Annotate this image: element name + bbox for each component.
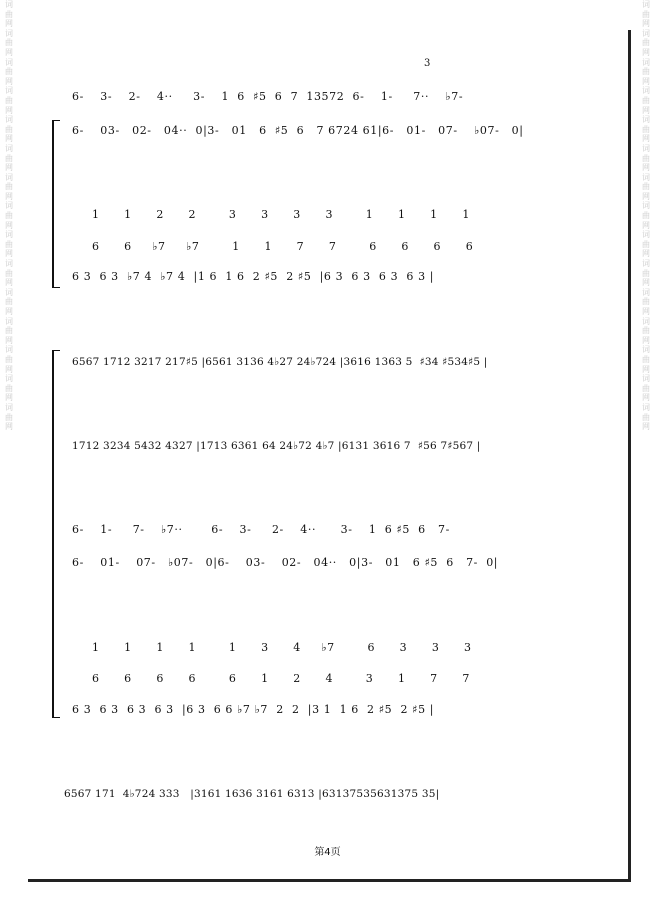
bass-line: 6 3 6 3 ♭7 4 ♭7 4 |1 6 1 6 2 ♯5 2 ♯5 |6 3 6 3 6 3 6 3 | (72, 270, 435, 283)
system-bracket (52, 350, 60, 718)
tuplet-mark: 3 (424, 58, 431, 69)
page-number: 第4页 (314, 847, 341, 858)
score-line-upper-2: 6- 03- 02- 04·· 0|3- 01 6 ♯5 6 7 6724 61|6- 01- 07- ♭07- 0| (72, 124, 524, 137)
bass-line: 6 3 6 3 6 3 6 3 |6 3 6 6 ♭7 ♭7 2 2 |3 1 1 6 2 ♯5 2 ♯5 | (72, 703, 435, 716)
score-line-upper: 6- 3- 2- 4·· 3- 1 6 ♯5 6 7 13572 6- 1- 7·· ♭7- (72, 90, 464, 103)
melody-line-1: 6567 1712 3217 217♯5 |6561 3136 4♭27 24♭724 |3616 1363 5 ♯34 ♯534♯5 | (72, 356, 488, 368)
watermark-column-right: 词曲网词曲网词曲网词曲网词曲网词曲网词曲网词曲网词曲网词曲网词曲网词曲网词曲网词曲网词曲网 (642, 0, 650, 432)
score-line-upper: 6- 1- 7- ♭7·· 6- 3- 2- 4·· 3- 1 6 ♯5 6 7- (72, 523, 450, 536)
chord-line-top: 1 1 2 2 3 3 3 3 1 1 1 1 (92, 208, 470, 221)
chord-line-top: 1 1 1 1 1 3 4 ♭7 6 3 3 3 (92, 641, 472, 654)
chord-line-middle: 6 6 6 6 6 1 2 4 3 1 7 7 (92, 672, 470, 685)
score-line-upper-2: 6- 01- 07- ♭07- 0|6- 03- 02- 04·· 0|3- 01 6 ♯5 6 7- 0| (72, 556, 499, 569)
page-frame-shadow-right (628, 30, 631, 882)
page-frame-shadow-bottom (28, 879, 631, 882)
chord-line-middle: 6 6 ♭7 ♭7 1 1 7 7 6 6 6 6 (92, 240, 474, 253)
melody-line: 6567 171 4♭724 333 |3161 1636 3161 6313 |63137535631375 35| (64, 788, 440, 800)
melody-line-2: 1712 3234 5432 4327 |1713 6361 64 24♭72 4♭7 |6131 3616 7 ♯56 7♯567 | (72, 440, 481, 452)
system-bracket (52, 120, 60, 288)
watermark-column-left: 词曲网词曲网词曲网词曲网词曲网词曲网词曲网词曲网词曲网词曲网词曲网词曲网词曲网词曲网词曲网 (5, 0, 13, 432)
